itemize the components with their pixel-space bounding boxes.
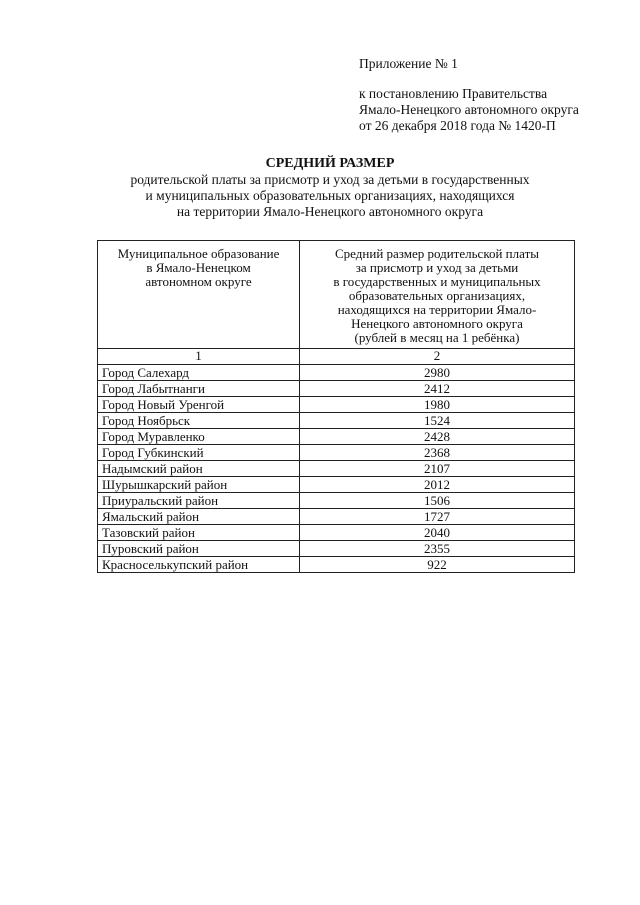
fee-value: 922 (300, 557, 575, 573)
municipality-name: Город Салехард (98, 365, 300, 381)
header-line: (рублей в месяц на 1 ребёнка) (354, 330, 520, 345)
municipality-name: Тазовский район (98, 525, 300, 541)
header-line: Средний размер родительской платы (335, 246, 539, 261)
column-number: 2 (300, 349, 575, 365)
fee-value: 1980 (300, 397, 575, 413)
table-row (98, 429, 575, 445)
municipality-name: Красноселькупский район (98, 557, 300, 573)
header-municipality (98, 241, 300, 349)
municipality-name: Надымский район (98, 461, 300, 477)
table-row (98, 381, 575, 397)
table-header-row (98, 241, 575, 349)
document-title: СРЕДНИЙ РАЗМЕР (265, 156, 395, 171)
municipality-name: Город Муравленко (98, 429, 300, 445)
table-row (98, 413, 575, 429)
fee-value: 1524 (300, 413, 575, 429)
municipality-name: Пуровский район (98, 541, 300, 557)
document-subtitle-line: на территории Ямало-Ненецкого автономного округа (176, 204, 484, 219)
fee-value: 2012 (300, 477, 575, 493)
appendix-line: от 26 декабря 2018 года № 1420-П (359, 118, 556, 133)
fee-value: 2412 (300, 381, 575, 397)
appendix-line: к постановлению Правительства (359, 86, 548, 101)
header-average-fee (300, 241, 575, 349)
table-row (98, 477, 575, 493)
column-number-row (98, 349, 575, 365)
fee-value: 2040 (300, 525, 575, 541)
header-line: за присмотр и уход за детьми (355, 260, 519, 275)
fee-value: 2107 (300, 461, 575, 477)
fee-value: 2355 (300, 541, 575, 557)
document-title-block (90, 156, 570, 220)
fee-value: 2428 (300, 429, 575, 445)
table-row (98, 525, 575, 541)
header-line: образовательных организациях, (348, 288, 526, 303)
header-line: находящихся на территории Ямало- (337, 302, 537, 317)
table-row (98, 397, 575, 413)
header-line: Ненецкого автономного округа (351, 316, 523, 331)
municipality-name: Приуральский район (98, 493, 300, 509)
header-line: в Ямало-Ненецком (146, 260, 251, 275)
document-subtitle-line: родительской платы за присмотр и уход за детьми в государственных (130, 172, 530, 187)
header-line: Муниципальное образование (117, 246, 280, 261)
municipality-name: Город Губкинский (98, 445, 300, 461)
table-row (98, 445, 575, 461)
municipality-name: Город Ноябрьск (98, 413, 300, 429)
appendix-line: Ямало-Ненецкого автономного округа (359, 102, 579, 117)
column-number: 1 (98, 349, 300, 365)
fee-value: 1727 (300, 509, 575, 525)
municipality-name: Город Лабытнанги (98, 381, 300, 397)
table-row (98, 557, 575, 573)
table-row (98, 493, 575, 509)
document-subtitle-line: и муниципальных образовательных организациях, находящихся (145, 188, 515, 203)
table-row (98, 509, 575, 525)
municipality-name: Город Новый Уренгой (98, 397, 300, 413)
municipality-name: Ямальский район (98, 509, 300, 525)
table-row (98, 365, 575, 381)
fee-value: 1506 (300, 493, 575, 509)
municipality-name: Шурышкарский район (98, 477, 300, 493)
appendix-block (359, 56, 629, 134)
header-line: автономном округе (145, 274, 252, 289)
fee-value: 2368 (300, 445, 575, 461)
appendix-number: Приложение № 1 (359, 56, 458, 71)
table-row (98, 461, 575, 477)
table-row (98, 541, 575, 557)
fee-value: 2980 (300, 365, 575, 381)
header-line: в государственных и муниципальных (333, 274, 541, 289)
fees-table (97, 240, 575, 573)
